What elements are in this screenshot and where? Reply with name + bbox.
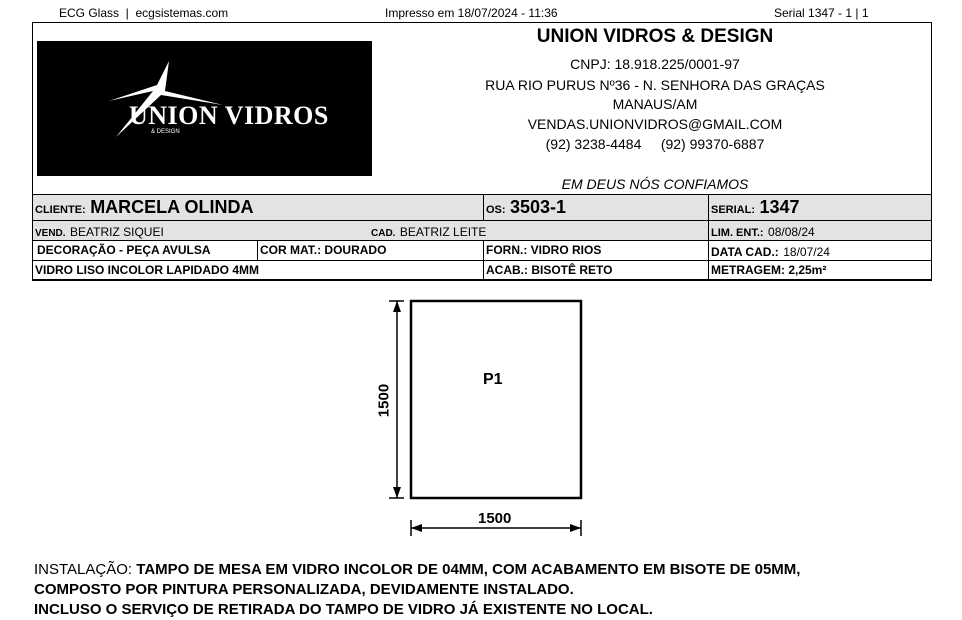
cliente-label: CLIENTE: [35,204,86,216]
os-value: 3503-1 [510,197,567,217]
brand-site: ecgsistemas.com [135,6,229,20]
row-cliente [32,194,932,221]
os-label: OS: [486,204,506,216]
print-brand: ECG Glass | ecgsistemas.com [59,6,229,20]
serial-page: Serial 1347 - 1 | 1 [774,6,869,20]
metragem-cell: METRAGEM: 2,25m² [708,261,931,280]
width-value: 1500 [478,510,512,527]
serial-value: 1347 [759,197,800,217]
serial-label: SERIAL: [711,204,755,216]
installation-line-3: INCLUSO O SERVIÇO DE RETIRADA DO TAMPO DE VIDRO JÁ EXISTENTE NO LOCAL. [34,601,653,618]
installation-line-2: COMPOSTO POR PINTURA PERSONALIZADA, DEVIDAMENTE INSTALADO. [34,581,574,598]
printed-date: Impresso em 18/07/2024 - 11:36 [385,6,558,20]
company-address: RUA RIO PURUS Nº36 - N. SENHORA DAS GRAÇAS [485,77,825,93]
company-motto: EM DEUS NÓS CONFIAMOS [561,176,749,192]
installation-line-1: TAMPO DE MESA EM VIDRO INCOLOR DE 04MM, COM ACABAMENTO EM BISOTE DE 05MM, [136,561,801,578]
vidro-cell: VIDRO LISO INCOLOR LAPIDADO 4MM [35,263,260,277]
row-vendedor [32,221,932,241]
cor-cell: COR MAT.: DOURADO [257,241,483,260]
os-cell [483,195,708,220]
lim-cell [708,221,931,240]
vend-value: BEATRIZ SIQUEI [70,225,164,239]
serial-cell [708,195,931,220]
company-city: MANAUS/AM [612,96,698,112]
vend-cell [33,221,708,240]
forn-cell: FORN.: VIDRO RIOS [483,241,708,260]
vend-label: VEND. [35,228,66,239]
company-logo [37,41,372,176]
row-decoracao [32,241,932,261]
logo-sub: & DESIGN [151,129,180,135]
company-email: VENDAS.UNIONVIDROS@GMAIL.COM [527,116,783,132]
acab-cell: ACAB.: BISOTÊ RETO [483,261,708,280]
piece-drawing [360,292,610,542]
piece-label: P1 [483,371,503,388]
lim-value: 08/08/24 [768,225,815,239]
cad-value: BEATRIZ LEITE [399,225,487,239]
installation-label: INSTALAÇÃO: [34,561,133,578]
company-name: UNION VIDROS & DESIGN [536,26,774,47]
piece-outline [411,301,581,498]
brand-name: ECG Glass [59,6,120,20]
company-phones: (92) 3238-4484 (92) 99370-6887 [545,136,765,152]
cliente-cell [33,195,483,220]
company-cnpj: CNPJ: 18.918.225/0001-97 [570,56,740,72]
installation-notes [34,560,934,620]
logo-name: UNION VIDROS [129,101,329,130]
height-value: 1500 [375,383,393,418]
cliente-value: MARCELA OLINDA [90,197,254,217]
data-cad-label: DATA CAD.: [711,245,779,259]
decoracao-cell: DECORAÇÃO - PEÇA AVULSA [37,243,211,257]
lim-label: LIM. ENT.: [711,227,764,239]
data-cad-cell [708,241,931,260]
data-cad-value: 18/07/24 [783,245,830,259]
row-vidro [32,261,932,281]
cad-label: CAD. [371,228,396,239]
